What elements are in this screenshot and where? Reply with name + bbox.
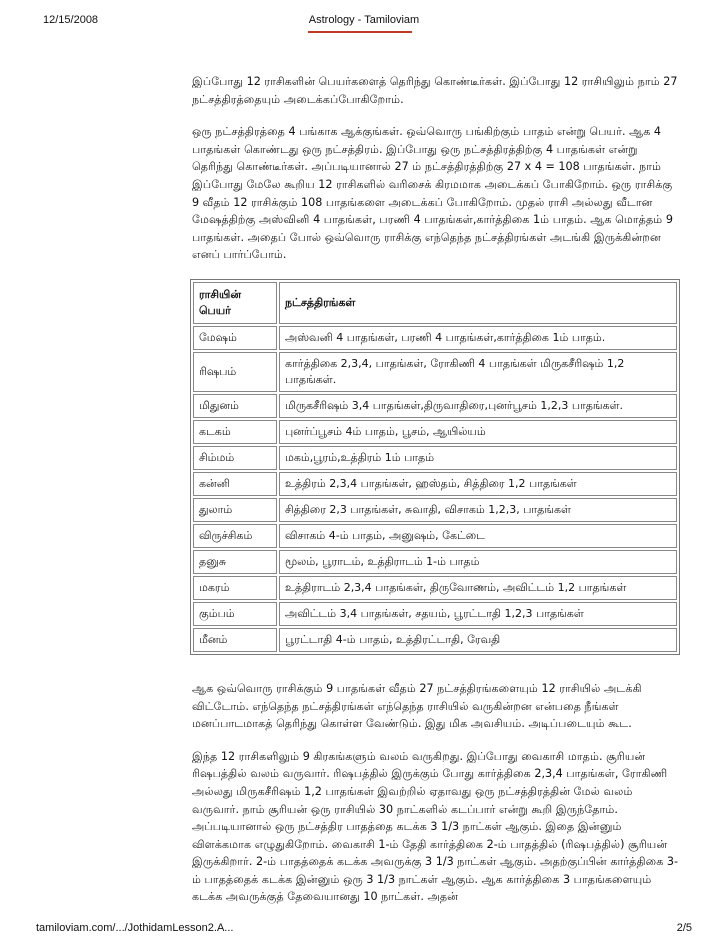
intro-paragraph: இப்போது 12 ராசிகளின் பெயர்களைத் தெரிந்து கொண்டீர்கள். இப்போது 12 ராசியிலும் நாம் 27 நட்சத்திரத்தையும் அடைக்கப்போகிறோம். [192, 75, 678, 106]
title-underline [308, 31, 412, 33]
nakshatra-cell: மகம்,பூரம்,உத்திரம் 1ம் பாதம் [279, 446, 677, 470]
summary-paragraph: ஆக ஒவ்வொரு ராசிக்கும் 9 பாதங்கள் வீதம் 27 நட்சத்திரங்களையும் 12 ராசியில் அடக்கி விட்டோம். எந்தெந்த நட்சத்திரங்கள் எந்தெந்த ராசியில் வருகின்றன என்பதை நீங்கள் மனப்பாடமாகத் தெரிந்து கொள்ள வேண்டும். இது மிக அவசியம். அடிப்படையும் கூட. [192, 681, 642, 731]
table-row [193, 326, 677, 350]
nakshatra-cell: பூரட்டாதி 4-ம் பாதம், உத்திரட்டாதி, ரேவதி [279, 628, 677, 652]
rasi-cell: மகரம் [193, 576, 277, 600]
table-row [193, 550, 677, 574]
article-content [192, 73, 682, 921]
nakshatra-cell: மிருகசீரிஷம் 3,4 பாதங்கள்,திருவாதிரை,புனர்பூசம் 1,2,3 பாதங்கள். [279, 394, 677, 418]
table-row [193, 446, 677, 470]
rasi-nakshatra-table [190, 279, 680, 655]
column-header-nakshatra: நட்சத்திரங்கள் [279, 282, 677, 324]
rasi-cell: தனுசு [193, 550, 277, 574]
page-header [0, 14, 728, 30]
table-row [193, 472, 677, 496]
nakshatra-cell: அஸ்வனி 4 பாதங்கள், பரணி 4 பாதங்கள்,கார்த்திகை 1ம் பாதம். [279, 326, 677, 350]
nakshatra-cell: கார்த்திகை 2,3,4, பாதங்கள், ரோகிணி 4 பாதங்கள் மிருகசீரிஷம் 1,2 பாதங்கள். [279, 352, 677, 392]
nakshatra-cell: புனர்ப்பூசம் 4ம் பாதம், பூசம், ஆயில்யம் [279, 420, 677, 444]
page-footer [0, 918, 728, 940]
rasi-cell: கடகம் [193, 420, 277, 444]
rasi-cell: விருச்சிகம் [193, 524, 277, 548]
table-row [193, 628, 677, 652]
table-header-row [193, 282, 677, 324]
nakshatra-cell: உத்திரம் 2,3,4 பாதங்கள், ஹஸ்தம், சித்திரை 1,2 பாதங்கள் [279, 472, 677, 496]
nakshatra-cell: மூலம், பூராடம், உத்திராடம் 1-ம் பாதம் [279, 550, 677, 574]
rasi-cell: கும்பம் [193, 602, 277, 626]
rasi-cell: சிம்மம் [193, 446, 277, 470]
rasi-cell: மீனம் [193, 628, 277, 652]
table-row [193, 352, 677, 392]
table-row [193, 420, 677, 444]
rasi-cell: கன்னி [193, 472, 277, 496]
table-row [193, 524, 677, 548]
nakshatra-cell: அவிட்டம் 3,4 பாதங்கள், சதயம், பூரட்டாதி 1,2,3 பாதங்கள் [279, 602, 677, 626]
explanation-paragraph: ஒரு நட்சத்திரத்தை 4 பங்காக ஆக்குங்கள். ஒவ்வொரு பங்கிற்கும் பாதம் என்று பெயர். ஆக 4 பாதங்கள் கொண்டது ஒரு நட்சத்திரம். இப்போது ஒரு நட்சத்திரத்திற்கு 4 பாதங்கள் என்று தெரிந்து கொண்டீர்கள். அப்படியானால் 27 ம் நட்சத்திரத்திற்கு 27 x 4 = 108 பாதங்கள். நாம் இப்போது மேலே கூறிய 12 ராசிகளில் வரிசைக் கிரமமாக அடைக்கப் போகிறோம். ஒரு ராசிக்கு 9 வீதம் 12 ராசிக்கும் 108 பாதங்களை அடைக்கப் போகிறோம். முதல் ராசி அல்லது வீடான மேஷத்திற்கு அஸ்வினி 4 பாதங்கள், பரணி 4 பாதங்கள்,கார்த்திகை 1ம் பாதம். ஆக மொத்தம் 9 பாதங்கள். அதைப் போல் ஒவ்வொரு ராசிக்கு எந்தெந்த நட்சத்திரங்கள் அடங்கி இருக்கின்றன எனப் பார்ப்போம். [192, 125, 673, 262]
page-title: Astrology - Tamiloviam [308, 14, 420, 26]
footer-url: tamiloviam.com/.../JothidamLesson2.A... [36, 922, 234, 934]
page-number: 2/5 [676, 922, 692, 934]
table-row [193, 602, 677, 626]
table-row [193, 576, 677, 600]
rasi-cell: துலாம் [193, 498, 277, 522]
rasi-cell: மிதுனம் [193, 394, 277, 418]
table-row [193, 394, 677, 418]
print-date: 12/15/2008 [43, 14, 99, 26]
column-header-rasi: ராசியின் பெயர் [193, 282, 277, 324]
sun-transit-paragraph: இந்த 12 ராசிகளிலும் 9 கிரகங்களும் வலம் வருகிறது. இப்போது வைகாசி மாதம். சூரியன் ரிஷபத்தில் வலம் வருவார். ரிஷபத்தில் இருக்கும் போது கார்த்திகை 2,3,4 பாதங்கள், ரோகிணி அல்லது மிருகசீரிஷம் 1,2 பாதங்கள் இவற்றில் ஏதாவது ஒரு நட்சத்திரத்தின் மேல் வலம் வருவார். நாம் சூரியன் ஒரு ராசியில் 30 நாட்களில் கடப்பார் என்று கூறி இருந்தோம். அப்படியானால் ஒரு நட்சத்திர பாதத்தை கடக்க 3 1/3 நாட்கள் ஆகும். இதை இன்னும் விளக்கமாக எழுதுகிறோம். வைகாசி 1-ம் தேதி கார்த்திகை 2-ம் பாதத்தில் (ரிஷபத்தில்) சூரியன் இருக்கிறார். 2-ம் பாதத்தைக் கடக்க அவருக்கு 3 1/3 நாட்கள் ஆகும். அதற்குப்பின் கார்த்திகை 3-ம் பாதத்தைக் கடக்க இன்னும் ஒரு 3 1/3 நாட்கள் ஆகும். ஆக கார்த்திகை 3 பாதங்களையும் கடக்க அவருக்குத் தேவையானது 10 நாட்கள். அதன் [192, 749, 679, 904]
nakshatra-cell: உத்திராடம் 2,3,4 பாதங்கள், திருவோணம், அவிட்டம் 1,2 பாதங்கள் [279, 576, 677, 600]
nakshatra-cell: சித்திரை 2,3 பாதங்கள், சுவாதி, விசாகம் 1,2,3, பாதங்கள் [279, 498, 677, 522]
nakshatra-cell: விசாகம் 4-ம் பாதம், அனுஷம், கேட்டை [279, 524, 677, 548]
rasi-cell: ரிஷபம் [193, 352, 277, 392]
table-row [193, 498, 677, 522]
rasi-cell: மேஷம் [193, 326, 277, 350]
